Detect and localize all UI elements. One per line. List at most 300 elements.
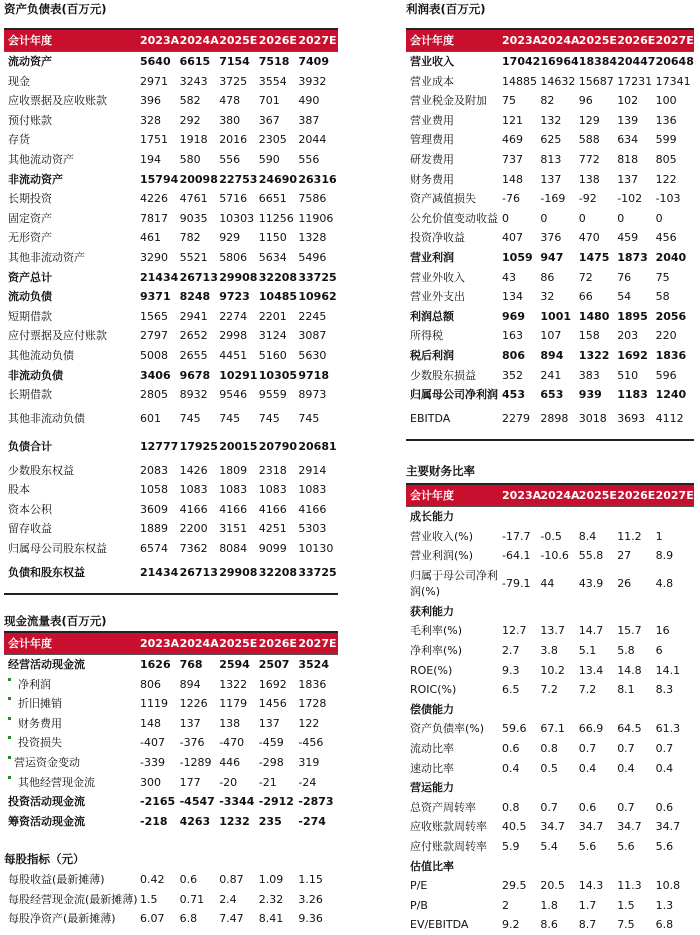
cell-2023A: 601	[140, 411, 161, 425]
comment-marker-icon	[8, 756, 11, 759]
cell-2026E: 137	[617, 172, 639, 186]
cell-2025E: 0.4	[578, 761, 597, 775]
table-row	[4, 694, 338, 714]
row-label	[406, 700, 502, 720]
cell-2024A	[540, 602, 578, 622]
row-label-text: 营运资金变动	[14, 755, 80, 769]
cell-2026E: 7518	[258, 55, 290, 68]
cell-2026E	[617, 857, 655, 877]
cell-2026E: 818	[617, 152, 639, 166]
table-row	[4, 433, 338, 461]
cell-2027E: 2044	[298, 133, 327, 147]
row-label	[406, 405, 502, 433]
row-label-text: 长期借款	[8, 388, 52, 402]
cell-2025E	[579, 602, 617, 622]
row-label	[4, 519, 140, 539]
row-label	[406, 641, 502, 661]
row-label	[4, 539, 140, 559]
row-label-text: 投资活动现金流	[8, 795, 85, 809]
cell-2026E: 2.32	[258, 892, 284, 906]
cell-2025E: 383	[578, 368, 600, 382]
cell-2023A: 806	[140, 677, 161, 691]
cell-2026E: 11.3	[617, 879, 642, 893]
cell-2027E: 5630	[298, 348, 327, 362]
table-row	[406, 817, 694, 837]
cell-2027E: 17341	[655, 74, 691, 88]
cell-2023A: -76	[502, 192, 520, 206]
cell-2027E: 2040	[655, 250, 687, 264]
cell-2025E: 1475	[578, 250, 610, 264]
cell-2024A: 0.71	[179, 892, 205, 906]
cell-2026E: 2318	[258, 463, 287, 477]
row-label	[406, 739, 502, 759]
balance-sheet-end-rule	[4, 593, 338, 595]
cell-2026E: 54	[617, 290, 632, 304]
cell-2026E	[617, 507, 655, 527]
cell-2023A	[502, 602, 540, 622]
row-label-text: P/B	[410, 898, 428, 912]
row-label-text: 税后利润	[410, 348, 454, 362]
cell-2025E: 7.47	[219, 912, 244, 926]
cell-2023A: 1.5	[140, 892, 158, 906]
cell-2027E: 2245	[298, 309, 327, 323]
table-row	[4, 909, 338, 929]
cell-2027E: 9.36	[298, 912, 323, 926]
row-label	[4, 694, 140, 714]
row-label	[406, 527, 502, 547]
table-row	[406, 228, 694, 248]
cell-2026E: 0	[617, 211, 625, 225]
cell-2025E: 138	[578, 172, 600, 186]
cell-2025E: 5.6	[578, 839, 597, 853]
cell-2023A: 6.5	[502, 683, 520, 697]
row-label	[4, 733, 140, 753]
row-label-text: 所得税	[410, 329, 443, 343]
cell-2025E: 0	[578, 211, 586, 225]
row-label	[4, 461, 140, 481]
cell-2025E: 745	[219, 411, 241, 425]
cell-2026E	[617, 700, 655, 720]
cell-2025E: 72	[578, 270, 593, 284]
cell-2026E: 4166	[258, 502, 287, 516]
cell-2027E: 1.3	[655, 898, 674, 912]
row-label	[406, 876, 502, 896]
row-label-text: 折旧摊销	[18, 697, 62, 711]
cell-2024A: 17925	[179, 439, 218, 453]
row-label-text: 流动负债	[8, 290, 52, 304]
cell-2026E: 34.7	[617, 820, 642, 834]
cell-2027E	[656, 602, 694, 622]
row-label-text: 经营活动现金流	[8, 658, 85, 671]
row-label-text: 现金	[8, 74, 30, 88]
comment-marker-icon	[8, 776, 11, 779]
row-label-text: 应付账款周转率	[410, 839, 487, 853]
cell-2025E: 14.7	[578, 624, 604, 638]
cell-2024A: 1.8	[540, 898, 558, 912]
cell-2025E: 2594	[219, 658, 250, 671]
cell-2027E: 805	[655, 152, 677, 166]
cell-2027E: 3524	[298, 658, 329, 671]
row-label	[4, 366, 140, 386]
cell-2023A: 0.6	[502, 741, 520, 755]
cell-2027E: -103	[655, 192, 681, 206]
row-label-text: EBITDA	[410, 411, 451, 425]
cell-2025E	[579, 507, 617, 527]
cell-2025E: 29908	[219, 270, 258, 284]
cell-2024A: 0.8	[540, 741, 558, 755]
cell-2023A: 4226	[140, 192, 168, 206]
cell-2027E: -274	[298, 814, 326, 828]
row-label-text: 营运能力	[410, 781, 454, 795]
row-label-text: 投资净收益	[410, 231, 465, 245]
cell-2025E: 22753	[219, 172, 258, 186]
row-label-text: 估值比率	[410, 859, 454, 873]
cell-2024A: -1289	[179, 755, 212, 769]
table-row	[4, 890, 338, 910]
cell-2024A: -0.5	[540, 529, 562, 543]
cell-2023A: 453	[502, 388, 525, 402]
row-label	[406, 346, 502, 366]
cash-flow-title: 现金流量表(百万元)	[4, 614, 107, 628]
ratios-title: 主要财务比率	[406, 464, 475, 478]
cell-2027E: 34.7	[655, 820, 681, 834]
cell-2023A: 1751	[140, 133, 168, 147]
table-row	[406, 876, 694, 896]
cell-2027E: -24	[298, 775, 317, 789]
table-row	[4, 792, 338, 812]
cell-2027E: 1836	[298, 677, 327, 691]
row-label	[4, 189, 140, 209]
row-label	[4, 150, 140, 170]
table-row	[406, 307, 694, 327]
cell-2027E: 556	[298, 152, 320, 166]
row-label	[4, 890, 140, 910]
header-year-2026E: 2026E	[617, 484, 655, 507]
cell-2026E: 235	[258, 814, 282, 828]
cell-2024A: -4547	[179, 795, 215, 809]
cell-2025E: 4451	[219, 348, 248, 362]
cell-2025E: 8.4	[578, 529, 597, 543]
row-label-text: 应收账款周转率	[410, 820, 487, 834]
cell-2025E: 3151	[219, 522, 248, 536]
cell-2023A: 0.8	[502, 800, 520, 814]
cell-2023A: 3609	[140, 502, 168, 516]
header-year-2026E: 2026E	[259, 632, 299, 655]
row-label-text: 总资产周转率	[410, 800, 476, 814]
cell-2025E: -3344	[219, 795, 255, 809]
cell-2026E	[617, 778, 655, 798]
row-label	[406, 680, 502, 700]
row-label-text: 研发费用	[410, 152, 454, 166]
cell-2027E: 6.8	[655, 918, 674, 932]
cell-2027E: 61.3	[655, 722, 681, 736]
section-row	[406, 778, 694, 798]
cell-2025E: 2274	[219, 309, 248, 323]
table-row	[4, 539, 338, 559]
per-share-table	[4, 870, 338, 929]
row-label-text: 归属母公司净利润	[410, 388, 498, 402]
cell-2025E: 929	[219, 231, 241, 245]
cell-2023A: 461	[140, 231, 161, 245]
balance-sheet-title: 资产负债表(百万元)	[4, 2, 107, 16]
row-label	[4, 405, 140, 433]
cell-2024A: 0.6	[179, 873, 198, 886]
per-share-title: 每股指标（元）	[4, 852, 85, 866]
row-label	[406, 170, 502, 190]
cell-2026E: -2912	[258, 795, 294, 809]
table-row	[4, 150, 338, 170]
cell-2025E: 9546	[219, 388, 248, 402]
table-row	[4, 130, 338, 150]
cell-2023A: 396	[140, 94, 161, 108]
cell-2026E: 8.1	[617, 683, 635, 697]
table-row	[406, 287, 694, 307]
header-year-2026E: 2026E	[617, 29, 655, 52]
row-label-text: ROIC(%)	[410, 683, 457, 697]
cell-2024A: 894	[540, 348, 564, 362]
cell-2023A	[502, 778, 540, 798]
row-label-text: 非流动负债	[8, 368, 63, 382]
cell-2026E: 590	[258, 152, 280, 166]
cell-2024A: 32	[540, 290, 555, 304]
cell-2026E: 139	[617, 113, 639, 127]
cell-2026E: 2507	[258, 658, 290, 671]
cell-2025E: 13.4	[578, 663, 604, 677]
cell-2026E: 14.8	[617, 663, 642, 677]
cell-2027E: 1836	[655, 348, 687, 362]
row-label	[406, 189, 502, 209]
row-label	[4, 209, 140, 229]
table-row	[406, 837, 694, 857]
table-row	[406, 719, 694, 739]
row-label	[4, 500, 140, 520]
row-label-text: 流动比率	[410, 741, 454, 755]
row-label-text: 营业成本	[410, 74, 454, 88]
cell-2024A: 10.2	[540, 663, 565, 677]
cell-2023A: 1626	[140, 658, 171, 671]
table-row	[406, 739, 694, 759]
cell-2025E: 0.7	[578, 741, 597, 755]
cell-2026E: 15.7	[617, 624, 642, 638]
table-header-row	[4, 29, 338, 52]
cell-2027E: 2056	[655, 309, 687, 323]
cell-2024A: 137	[540, 172, 562, 186]
cell-2027E: 26316	[298, 172, 337, 186]
row-label-text: 营业费用	[410, 113, 454, 127]
cell-2024A: 4263	[179, 814, 211, 828]
table-row	[406, 546, 694, 566]
cell-2025E: 129	[578, 113, 600, 127]
row-label-text: 获利能力	[410, 604, 454, 618]
row-label	[4, 228, 140, 248]
cell-2025E: 2.4	[219, 892, 237, 906]
table-row	[4, 733, 338, 753]
cell-2026E: 76	[617, 270, 632, 284]
cell-2027E: 1083	[298, 483, 327, 497]
cell-2027E: 387	[298, 113, 320, 127]
cell-2023A: 6574	[140, 542, 168, 556]
cell-2024A: 20098	[179, 172, 218, 186]
cell-2027E: 0.6	[655, 800, 674, 814]
cell-2027E: 1328	[298, 231, 327, 245]
table-row	[4, 228, 338, 248]
cell-2027E: 20648	[655, 55, 694, 68]
cell-2024A: 3.8	[540, 643, 558, 657]
cell-2027E: 596	[655, 368, 677, 382]
cell-2025E: -20	[219, 775, 238, 789]
cell-2026E: -102	[617, 192, 643, 206]
table-row	[4, 773, 338, 793]
cell-2024A: 4761	[179, 192, 208, 206]
table-row	[406, 385, 694, 405]
cell-2027E: 122	[298, 716, 320, 730]
row-label	[4, 248, 140, 268]
row-label	[4, 72, 140, 92]
row-label-text: 流动资产	[8, 55, 52, 68]
cell-2026E: 10485	[258, 290, 298, 304]
cell-2023A: 9.3	[502, 663, 520, 677]
cell-2024A: 1226	[179, 697, 208, 711]
comment-marker-icon	[8, 736, 11, 739]
cell-2026E: 5.6	[617, 839, 635, 853]
cell-2027E: 7409	[298, 55, 329, 68]
cell-2027E: 5303	[298, 522, 327, 536]
row-label-text: P/E	[410, 879, 428, 893]
cell-2025E: 18384	[578, 55, 618, 68]
table-header-row	[406, 484, 694, 507]
row-label-text: 营业外收入	[410, 270, 465, 284]
table-row	[4, 72, 338, 92]
cell-2026E: 367	[258, 113, 280, 127]
cell-2023A: -64.1	[502, 549, 531, 563]
row-label-text: 少数股东损益	[410, 368, 476, 382]
cell-2027E: 10.8	[655, 879, 681, 893]
row-label	[406, 661, 502, 681]
row-label	[406, 287, 502, 307]
row-label-text: 营业利润	[410, 250, 454, 264]
cell-2026E: 17231	[617, 74, 653, 88]
row-label-text: EV/EBITDA	[410, 918, 469, 932]
cell-2025E: 7154	[219, 55, 250, 68]
header-year-2025E: 2025E	[579, 484, 617, 507]
cell-2023A: 2797	[140, 329, 168, 343]
cell-2023A: 2	[502, 898, 510, 912]
cell-2026E: 11.2	[617, 529, 642, 543]
cell-2024A: -169	[540, 192, 566, 206]
cell-2025E	[579, 700, 617, 720]
table-row	[406, 189, 694, 209]
row-label	[4, 792, 140, 812]
cell-2027E: 456	[655, 231, 677, 245]
cell-2025E: 1.7	[578, 898, 597, 912]
row-label	[406, 602, 502, 622]
header-fiscal-year: 会计年度	[4, 632, 140, 655]
cell-2025E: 2016	[219, 133, 248, 147]
cell-2023A: 6.07	[140, 912, 165, 926]
cell-2026E: 1895	[617, 309, 648, 323]
row-label-text: 无形资产	[8, 231, 52, 245]
income-statement-end-rule	[406, 439, 694, 441]
row-label	[4, 326, 140, 346]
cell-2023A: 12777	[140, 439, 179, 453]
cell-2023A: 0	[502, 211, 510, 225]
cell-2027E: 1728	[298, 697, 327, 711]
cell-2027E: 1	[655, 529, 663, 543]
cell-2026E: 9559	[258, 388, 287, 402]
cell-2024A	[540, 778, 578, 798]
cell-2024A: 1001	[540, 309, 572, 323]
cell-2025E: 446	[219, 755, 241, 769]
header-year-2027E: 2027E	[656, 484, 694, 507]
cell-2025E: 1083	[219, 483, 248, 497]
cell-2025E: 158	[578, 329, 600, 343]
row-label	[406, 896, 502, 916]
cell-2023A	[502, 857, 540, 877]
cell-2023A: 59.6	[502, 722, 527, 736]
cell-2026E: 7.5	[617, 918, 635, 932]
balance-sheet-panel	[4, 2, 338, 595]
row-label-text: ROE(%)	[410, 663, 453, 677]
cell-2023A: 3406	[140, 368, 171, 382]
cell-2027E: 6	[655, 643, 663, 657]
row-label	[406, 566, 502, 602]
row-label-text: 偿债能力	[410, 702, 454, 716]
row-label	[406, 91, 502, 111]
row-label-text: 非流动资产	[8, 172, 63, 186]
cash-flow-table	[4, 631, 338, 831]
cell-2024A: 947	[540, 250, 564, 264]
cell-2025E: 66	[578, 290, 593, 304]
row-label	[406, 228, 502, 248]
cell-2027E: 3087	[298, 329, 327, 343]
cell-2026E: 3693	[617, 411, 646, 425]
cell-2026E: 5634	[258, 250, 287, 264]
cell-2025E: 1179	[219, 697, 248, 711]
cell-2023A: 328	[140, 113, 161, 127]
cell-2027E: 5.6	[655, 839, 674, 853]
header-year-2025E: 2025E	[579, 29, 617, 52]
cell-2024A: 8248	[179, 290, 211, 304]
cell-2027E: 745	[298, 411, 320, 425]
cell-2026E: -459	[258, 736, 284, 750]
table-row	[4, 385, 338, 405]
row-label-text: 应收票据及应收账款	[8, 94, 107, 108]
cell-2024A: 14632	[540, 74, 576, 88]
cell-2023A: 29.5	[502, 879, 527, 893]
table-row	[406, 641, 694, 661]
cell-2024A: 768	[179, 658, 203, 671]
cell-2024A: 8.6	[540, 918, 558, 932]
cell-2024A: 9678	[179, 368, 211, 382]
cell-2027E	[656, 507, 694, 527]
cell-2024A: 6615	[179, 55, 211, 68]
row-label-text: 营业利润(%)	[410, 549, 474, 563]
row-label-text: 成长能力	[410, 510, 454, 523]
cell-2023A	[502, 700, 540, 720]
row-label-text: 筹资活动现金流	[8, 814, 85, 828]
cell-2025E: 20015	[219, 439, 258, 453]
header-year-2023A: 2023A	[502, 484, 540, 507]
row-label	[406, 209, 502, 229]
table-row	[4, 209, 338, 229]
cell-2025E: 29908	[219, 565, 258, 579]
table-row	[4, 559, 338, 587]
cell-2027E: 58	[655, 290, 670, 304]
cell-2024A: 132	[540, 113, 562, 127]
row-label	[406, 857, 502, 877]
table-row	[4, 461, 338, 481]
row-label	[4, 714, 140, 734]
